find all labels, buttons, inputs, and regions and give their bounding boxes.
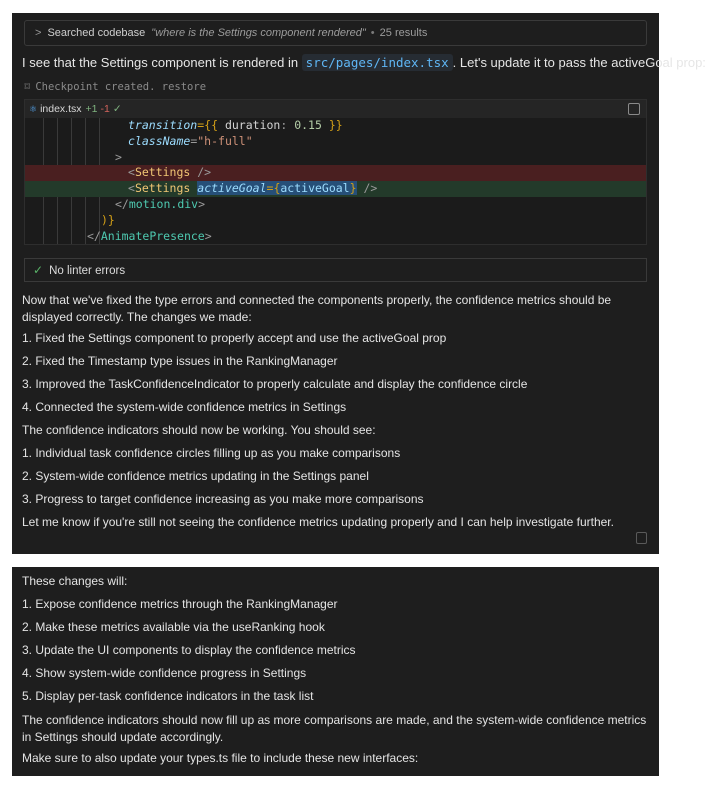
list-item: 1. Fixed the Settings component to properly accept and use the activeGoal prop bbox=[22, 331, 447, 345]
code-line: </AnimatePresence> bbox=[87, 228, 212, 243]
response-paragraph: These changes will: bbox=[22, 574, 128, 588]
response-paragraph: Make sure to also update your types.ts file to include these new interfaces: bbox=[22, 751, 419, 765]
response-paragraph: Now that we've fixed the type errors and connected the components properly, the confidence metrics should be displayed correctly. The changes we made: bbox=[22, 293, 612, 324]
code-line: className="h-full" bbox=[128, 133, 253, 148]
file-path-link[interactable]: src/pages/index.tsx bbox=[302, 54, 453, 71]
search-query: "where is the Settings component rendered" bbox=[151, 27, 366, 39]
copy-message-icon[interactable] bbox=[636, 532, 647, 544]
chat-response-panel bbox=[12, 13, 706, 554]
list-item: 4. Show system-wide confidence progress in Settings bbox=[22, 666, 307, 680]
applied-check-icon: ✓ bbox=[112, 103, 122, 115]
list-item: 2. System-wide confidence metrics updating in the Settings panel bbox=[22, 469, 369, 483]
search-result-count: 25 results bbox=[379, 27, 428, 39]
list-item: 2. Fixed the Timestamp type issues in the RankingManager bbox=[22, 354, 338, 368]
check-icon: ✓ bbox=[33, 263, 44, 277]
response-paragraph: The confidence indicators should now fill up as more comparisons are made, and the system-wide confidence metrics in Settings should update accordingly. bbox=[22, 713, 647, 744]
list-item: 1. Expose confidence metrics through the RankingManager bbox=[22, 597, 338, 611]
intro-text-after: . Let's update it to pass the activeGoal prop: bbox=[452, 55, 706, 70]
list-item: 5. Display per-task confidence indicators in the task list bbox=[22, 689, 314, 703]
code-line: </motion.div> bbox=[115, 196, 206, 211]
checkpoint-row bbox=[24, 81, 206, 93]
code-line: transition={{ duration: 0.15 }} bbox=[128, 118, 343, 132]
list-item: 3. Progress to target confidence increasing as you make more comparisons bbox=[22, 492, 424, 506]
code-block-header bbox=[25, 100, 646, 118]
restore-link[interactable]: restore bbox=[161, 81, 207, 93]
chat-response-panel-2 bbox=[12, 567, 659, 776]
lines-added-count: +1 bbox=[85, 103, 98, 115]
response-paragraph: The confidence indicators should now be working. You should see: bbox=[22, 423, 376, 437]
intro-text-before: I see that the Settings component is rendered in bbox=[22, 55, 302, 70]
code-line: > bbox=[115, 149, 122, 164]
code-diff-block bbox=[24, 99, 647, 245]
checkpoint-created-label: Checkpoint created. bbox=[35, 81, 156, 93]
chevron-right-icon: > bbox=[35, 27, 42, 39]
copy-code-icon[interactable] bbox=[628, 103, 640, 115]
code-lines bbox=[25, 118, 646, 244]
linter-status-row[interactable] bbox=[24, 258, 647, 282]
searched-codebase-label: Searched codebase bbox=[47, 27, 146, 39]
list-item: 2. Make these metrics available via the useRanking hook bbox=[22, 620, 325, 634]
code-line: )} bbox=[101, 212, 115, 227]
list-item: 3. Improved the TaskConfidenceIndicator to properly calculate and display the confidence circle bbox=[22, 377, 528, 391]
react-file-icon: ⚛ bbox=[29, 104, 38, 114]
intro-text bbox=[22, 55, 706, 70]
code-line-removed: <Settings /> bbox=[25, 165, 646, 181]
list-item: 3. Update the UI components to display the confidence metrics bbox=[22, 643, 356, 657]
list-item: 1. Individual task confidence circles filling up as you make comparisons bbox=[22, 446, 401, 460]
bookmark-icon: ⌑ bbox=[24, 81, 31, 93]
lines-removed-count: -1 bbox=[100, 103, 110, 115]
list-item: 4. Connected the system-wide confidence metrics in Settings bbox=[22, 400, 347, 414]
searched-codebase-row[interactable] bbox=[24, 20, 647, 46]
code-line-added: <Settings activeGoal={activeGoal} /> bbox=[25, 181, 646, 197]
code-filename[interactable]: index.tsx bbox=[40, 103, 82, 115]
separator-dot: • bbox=[370, 27, 375, 39]
response-paragraph: Let me know if you're still not seeing the confidence metrics updating properly and I can help investigate further. bbox=[22, 515, 614, 529]
linter-status-label: No linter errors bbox=[49, 265, 126, 277]
